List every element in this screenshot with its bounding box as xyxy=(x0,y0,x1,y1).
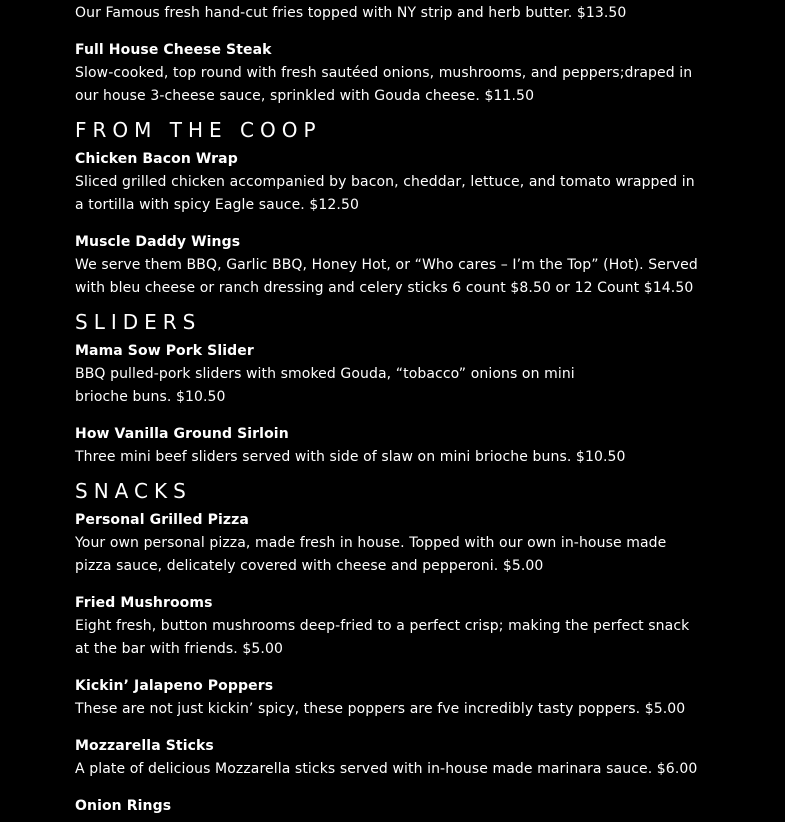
menu-item-name: Mama Sow Pork Slider xyxy=(75,343,254,359)
menu-item-name: Chicken Bacon Wrap xyxy=(75,151,238,167)
menu-item-name: Kickin’ Jalapeno Poppers xyxy=(75,678,274,694)
section-heading-sliders: SLIDERS xyxy=(75,310,202,334)
menu-item-description: Three mini beef sliders served with side of slaw on mini brioche buns. $10.50 xyxy=(75,449,626,465)
menu-item-name: Muscle Daddy Wings xyxy=(75,234,241,250)
menu-item-description: Your own personal pizza, made fresh in house. Topped with our own in-house made pizza sauce, delicately covered with cheese and pepperoni. $5.00 xyxy=(75,535,667,574)
menu-item-name: How Vanilla Ground Sirloin xyxy=(75,426,289,442)
menu-item-name: Mozzarella Sticks xyxy=(75,738,214,754)
menu-item-description: Sliced grilled chicken accompanied by bacon, cheddar, lettuce, and tomato wrapped in a tortilla with spicy Eagle sauce. $12.50 xyxy=(75,174,695,213)
menu-item-name: Fried Mushrooms xyxy=(75,595,213,611)
menu-item-name: Full House Cheese Steak xyxy=(75,42,272,58)
menu-item-description: Our Famous fresh hand-cut fries topped with NY strip and herb butter. $13.50 xyxy=(75,5,627,21)
section-heading-snacks: SNACKS xyxy=(75,479,192,503)
menu-item-description: A plate of delicious Mozzarella sticks served with in-house made marinara sauce. $6.00 xyxy=(75,761,698,777)
menu-item-description: Eight fresh, button mushrooms deep-fried to a perfect crisp; making the perfect snack at the bar with friends. $5.00 xyxy=(75,618,690,657)
menu-list xyxy=(75,0,705,818)
menu-item-description: We serve them BBQ, Garlic BBQ, Honey Hot, or “Who cares – I’m the Top” (Hot). Served with bleu cheese or ranch dressing and celery sticks 6 count $8.50 or 12 Count $14.50 xyxy=(75,257,698,296)
section-heading-from-the-coop: FROM THE COOP xyxy=(75,118,322,142)
menu-item-description: BBQ pulled-pork sliders with smoked Gouda, “tobacco” onions on mini brioche buns. $10.50 xyxy=(75,366,575,405)
menu-item-name: Onion Rings xyxy=(75,798,172,814)
menu-item-name: Personal Grilled Pizza xyxy=(75,512,249,528)
menu-item-description: These are not just kickin’ spicy, these poppers are fve incredibly tasty poppers. $5.00 xyxy=(75,701,686,717)
menu-item-description: Slow-cooked, top round with fresh sautéed onions, mushrooms, and peppers;draped in our house 3-cheese sauce, sprinkled with Gouda cheese. $11.50 xyxy=(75,65,693,104)
